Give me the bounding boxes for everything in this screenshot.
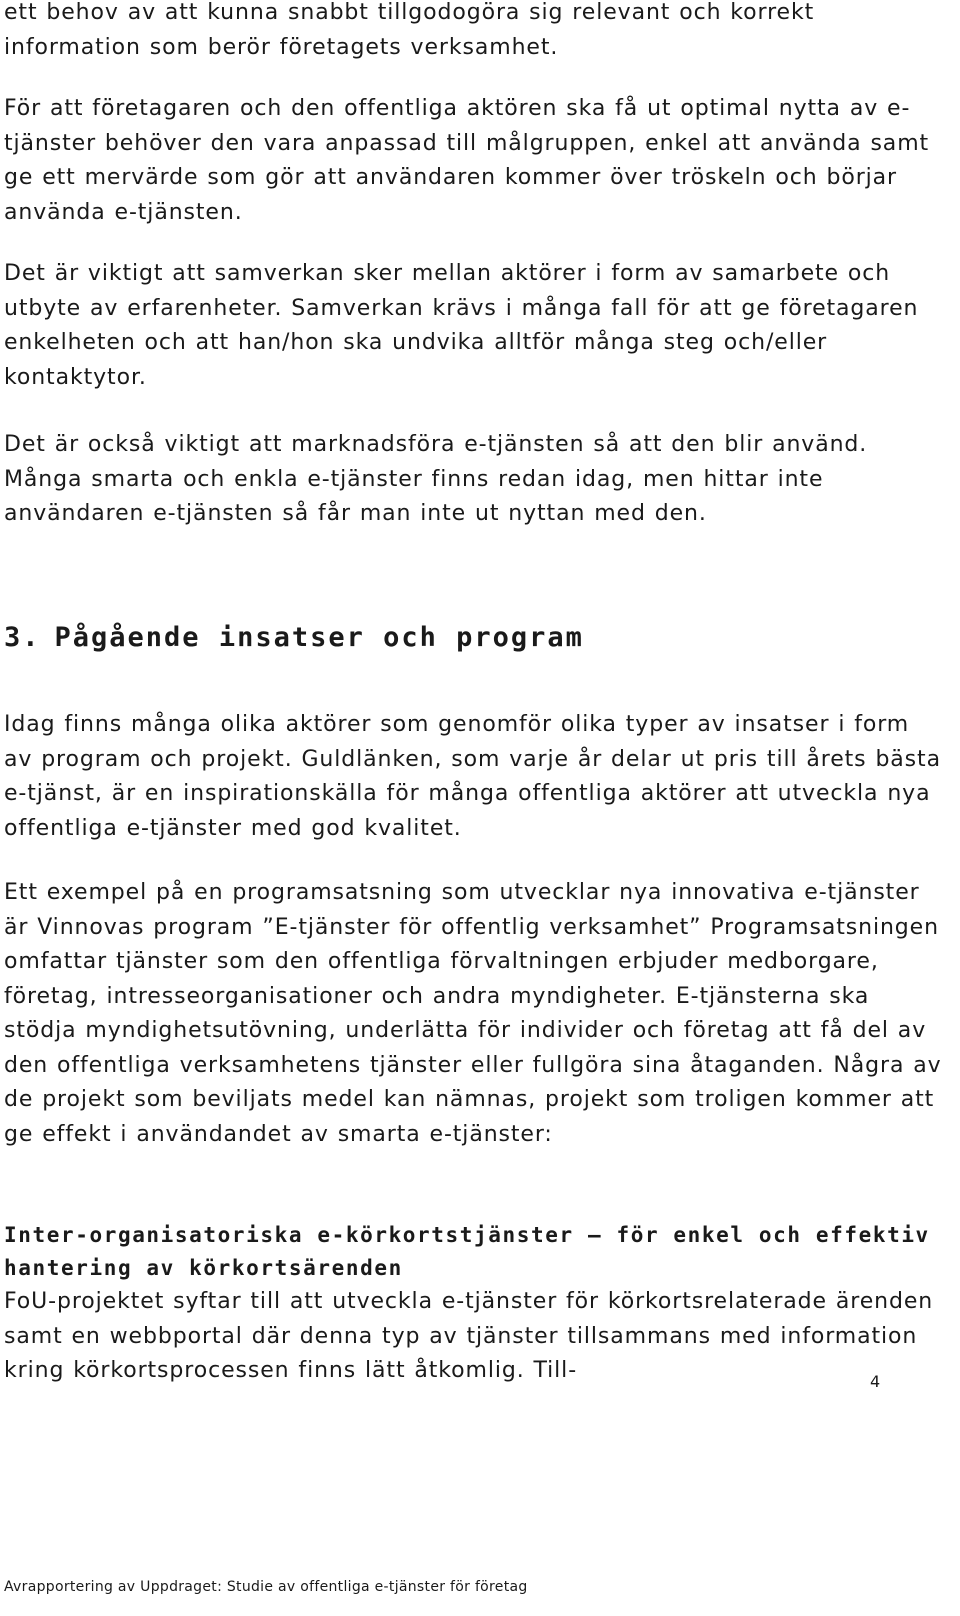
paragraph-user-adaptation: För att företagaren och den offentliga aktören ska få ut optimal nytta av e-tjänster behöver den vara anpassad till målgruppen, enkel att använda samt ge ett mervärde som gör att användaren kommer över tröskeln och börjar använda e-tjänsten. [4,96,930,225]
paragraph-program-example: Ett exempel på en programsatsning som utvecklar nya innovativa e-tjänster är Vinnovas program ”E-tjänster för offentlig verksamhet” Programsatsningen omfattar tjänster som den offentliga förvaltningen erbjuder medborgare, företag, intresseorganisationer och andra myndigheter. E-tjänsterna ska stödja myndighetsutövning, underlätta för individer och företag att få del av den offentliga verksamhetens tjänster eller fullgöra sina åtaganden. Några av de projekt som beviljats medel kan nämnas, projekt som troligen kommer att ge effekt i användandet av smarta e-tjänster: [4,880,942,1147]
section-number: 3. [4,622,41,653]
section-title: Pågående insatser och program [54,622,584,653]
paragraph-ongoing-initiatives: Idag finns många olika aktörer som genomför olika typer av insatser i form av program och projekt. Guldlänken, som varje år delar ut pris till årets bästa e-tjänst, är en inspirationskälla för många offentliga aktörer att utveckla nya offentliga e-tjänster med god kvalitet. [4,712,941,841]
project-title: Inter-organisatoriska e-körkortstjänster – för enkel och effektiv hantering av körkortsärenden [4,1223,930,1280]
page-footer: Avrapportering av Uppdraget: Studie av offentliga e-tjänster för företag [4,1579,528,1595]
paragraph-collaboration: Det är viktigt att samverkan sker mellan aktörer i form av samarbete och utbyte av erfarenheter. Samverkan krävs i många fall för att ge företagaren enkelheten och att han/hon ska undvika alltför många steg och/eller kontaktytor. [4,261,919,390]
paragraph-project-description: FoU-projektet syftar till att utveckla e-tjänster för körkortsrelaterade ärenden samt en webbportal där denna typ av tjänster tillsammans med information kring körkortsprocessen finns lätt åtkomlig. Till- [4,1289,934,1383]
paragraph-intro-continuation: ett behov av att kunna snabbt tillgodogöra sig relevant och korrekt information som berör företagets verksamhet. [4,0,815,60]
page-number: 4 [870,1372,881,1391]
section-heading [4,618,584,658]
paragraph-marketing: Det är också viktigt att marknadsföra e-tjänsten så att den blir använd. Många smarta och enkla e-tjänster finns redan idag, men hittar inte användaren e-tjänsten så får man inte ut nyttan med den. [4,432,868,526]
